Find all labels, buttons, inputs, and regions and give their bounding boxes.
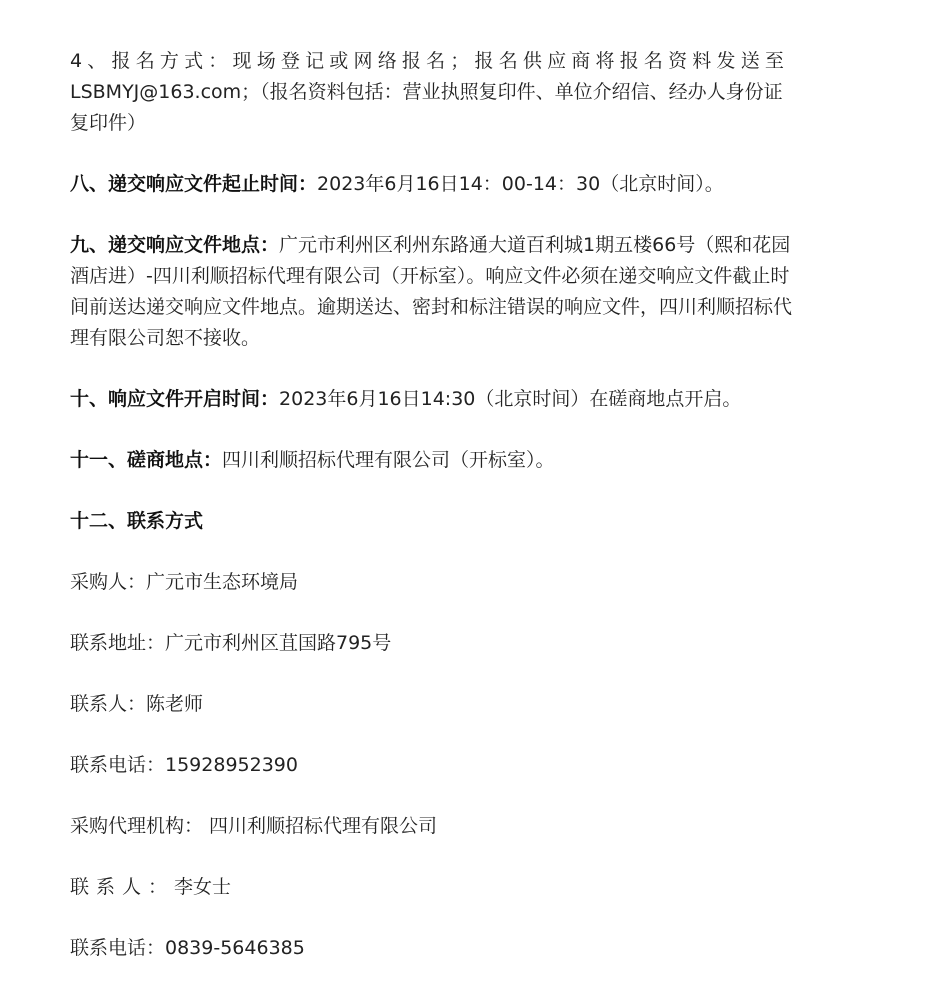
agency-contact-name: 李女士 [174, 876, 232, 898]
section-8-text: 2023年6月16日14：00-14：30（北京时间）。 [317, 173, 724, 195]
section-12-contact-heading [70, 506, 880, 537]
section-12-label: 十二、联系方式 [70, 510, 204, 532]
section-9-line-2: 酒店进）-四川利顺招标代理有限公司（开标室）。响应文件必须在递交响应文件截止时 [70, 265, 790, 287]
section-8-submission-time [70, 169, 880, 200]
agency-contact-phone: 联系电话：0839-5646385 [70, 937, 305, 959]
section-11-label: 十一、磋商地点： [70, 449, 223, 471]
section-11-consultation-location [70, 445, 880, 476]
item-4-registration-method [70, 46, 880, 139]
contact-person: 联系人：陈老师 [70, 693, 204, 715]
section-9-line-1: 广元市利州区利州东路通大道百利城1期五楼66号（熙和花园 [279, 234, 791, 256]
agency-contact-label: 联系人： [70, 876, 175, 898]
item-4-line-3: 复印件） [70, 112, 147, 134]
section-11-text: 四川利顺招标代理有限公司（开标室）。 [222, 449, 555, 471]
section-8-label: 八、递交响应文件起止时间： [70, 173, 318, 195]
contact-purchaser: 采购人：广元市生态环境局 [70, 571, 299, 593]
contact-phone: 联系电话：15928952390 [70, 754, 298, 776]
item-4-line-2: LSBMYJ@163.com；（报名资料包括：营业执照复印件、单位介绍信、经办人身份证 [70, 81, 783, 103]
agency-contact-person [70, 872, 880, 903]
section-10-opening-time [70, 384, 880, 415]
section-9-line-3: 间前送达递交响应文件地点。逾期送达、密封和标注错误的响应文件，四川利顺招标代 [70, 296, 793, 318]
section-9-submission-location [70, 230, 880, 354]
section-9-label: 九、递交响应文件地点： [70, 234, 280, 256]
section-10-text: 2023年6月16日14:30（北京时间）在磋商地点开启。 [279, 388, 742, 410]
section-10-label: 十、响应文件开启时间： [70, 388, 280, 410]
item-4-line-1: 4、报名方式：现场登记或网络报名；报名供应商将报名资料发送至 [70, 50, 790, 72]
contact-agency: 采购代理机构： 四川利顺招标代理有限公司 [70, 815, 438, 837]
contact-address: 联系地址：广元市利州区苴国路795号 [70, 632, 392, 654]
section-9-line-4: 理有限公司恕不接收。 [70, 327, 261, 349]
